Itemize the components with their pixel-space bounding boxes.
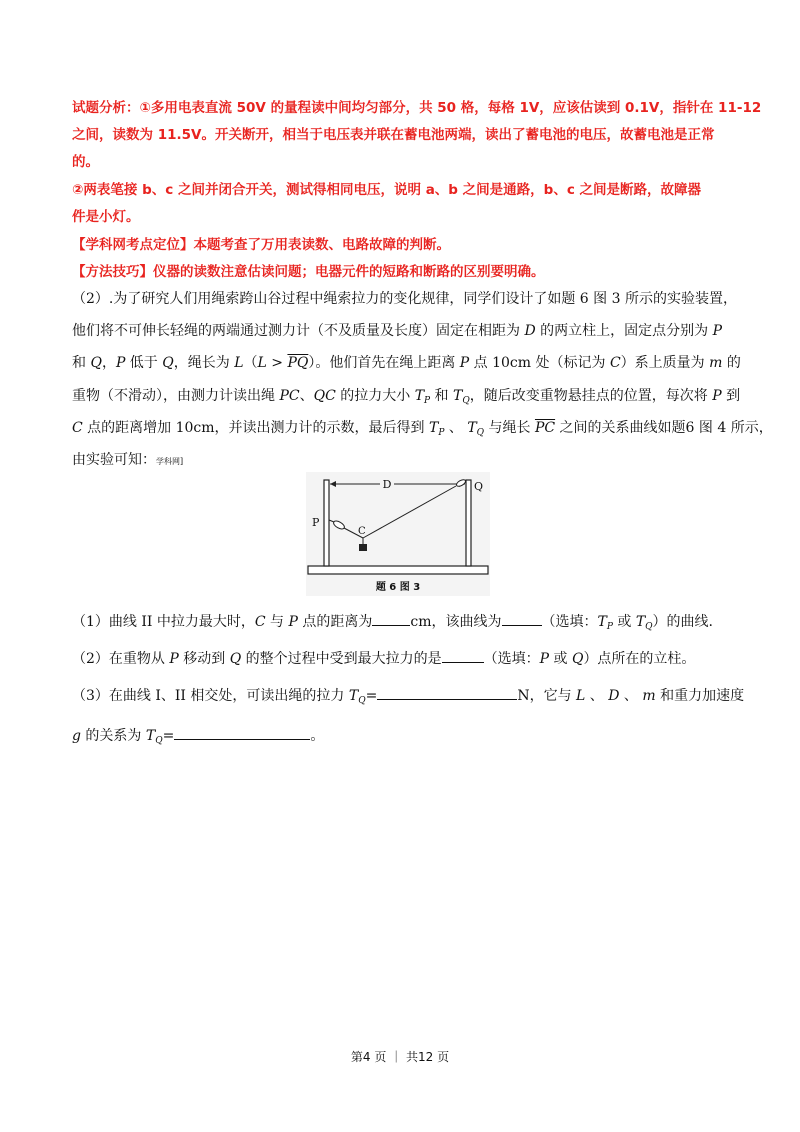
var-qc: QC <box>313 388 336 404</box>
figure-caption: 题 6 图 3 <box>375 582 421 593</box>
var-m: m <box>709 355 723 371</box>
text: （选填： <box>541 614 598 630</box>
analysis-line-3: 的。 <box>72 154 99 170</box>
answer-blank[interactable] <box>377 687 517 700</box>
text: （ <box>243 355 258 371</box>
text: 的关系为 <box>80 728 146 744</box>
base-plank <box>308 566 488 574</box>
var-d: D <box>608 688 620 704</box>
text: cm，该曲线为 <box>410 614 502 630</box>
var-t: T <box>467 420 477 436</box>
text: ）系上质量为 <box>620 355 710 371</box>
question-3-cont <box>72 725 324 746</box>
label-d: D <box>382 478 392 491</box>
text: 的两立柱上，固定点分别为 <box>535 323 713 339</box>
text: （2）在重物从 <box>72 651 170 667</box>
text: （选填： <box>483 651 540 667</box>
problem-line-2 <box>72 320 722 340</box>
var-t: T <box>453 388 463 404</box>
var-t: T <box>348 688 359 704</box>
text: 、 <box>619 688 643 704</box>
var-t: T <box>429 420 439 436</box>
figure-background <box>306 472 490 596</box>
var-pq: $\overline{PQ}$ <box>287 355 309 371</box>
label-p: P <box>312 516 320 529</box>
text: ，绳长为 <box>173 355 235 371</box>
text: > <box>266 355 288 371</box>
var-l: L <box>234 355 244 371</box>
problem-line-4 <box>72 385 740 406</box>
label-c: C <box>358 526 366 537</box>
problem-line-5 <box>72 417 773 438</box>
text: 移动到 <box>178 651 230 667</box>
var-t: T <box>145 728 156 744</box>
text: 到 <box>721 388 741 404</box>
text: ，随后改变重物悬挂点的位置，每次将 <box>469 388 713 404</box>
exam-point: 【学科网考点定位】本题考查了万用表读数、电路故障的判断。 <box>72 237 450 253</box>
var-g: g <box>72 728 81 744</box>
subscript: P <box>438 428 445 438</box>
source-mark: 学科网] <box>156 457 184 466</box>
problem-line-3 <box>72 352 741 372</box>
method-tip: 【方法技巧】仪器的读数注意估读问题；电器元件的短路和断路的区别要明确。 <box>72 264 545 280</box>
text: 、 <box>585 688 609 704</box>
subscript: Q <box>476 428 485 438</box>
analysis-line-5: 件是小灯。 <box>72 209 140 225</box>
text: 或 <box>612 614 636 630</box>
text: 低于 <box>125 355 163 371</box>
text: 的 <box>722 355 741 371</box>
text: 点 10cm 处（标记为 <box>469 355 610 371</box>
var-m: m <box>642 688 656 704</box>
question-1 <box>72 611 713 632</box>
text: 之间的关系曲线如题6 图 4 所示， <box>555 420 773 436</box>
weight-mass <box>359 544 367 551</box>
analysis-line-1: 试题分析：①多用电表直流 50V 的量程读中间均匀部分，共 50 格，每格 1V，应该估读到 0.1V，指针在 11-12 <box>72 100 762 116</box>
var-p: P <box>459 355 470 371</box>
experiment-figure <box>306 472 490 596</box>
text: 点的距离为 <box>297 614 373 630</box>
text: ， <box>101 355 116 371</box>
subscript: Q <box>645 622 653 632</box>
text: 。 <box>310 728 325 744</box>
problem-line-1: （2）.为了研究人们用绳索跨山谷过程中绳索拉力的变化规律，同学们设计了如题 6 图 3 所示的实验装置， <box>72 291 737 307</box>
var-c: C <box>72 420 83 436</box>
answer-blank[interactable] <box>372 613 410 626</box>
text: 、 <box>444 420 468 436</box>
text: = <box>162 728 175 744</box>
text: 和 <box>430 388 454 404</box>
page-number: 第4 页 ｜ 共12 页 <box>350 1050 450 1064</box>
var-p: P <box>712 388 722 404</box>
var-t: T <box>414 388 425 404</box>
question-2 <box>72 648 695 668</box>
text: 他们将不可伸长轻绳的两端通过测力计（不及质量及长度）固定在相距为 <box>72 323 525 339</box>
left-pillar <box>324 480 329 566</box>
text: 与 <box>265 614 289 630</box>
subscript: Q <box>462 396 470 406</box>
text: （1）曲线 II 中拉力最大时， <box>72 614 255 630</box>
var-p: P <box>288 614 298 630</box>
var-p: P <box>712 323 723 339</box>
var-t: T <box>635 614 646 630</box>
var-d: D <box>524 323 536 339</box>
right-pillar <box>466 480 471 566</box>
subscript: P <box>606 622 613 632</box>
subscript: Q <box>155 736 163 746</box>
text: 、 <box>299 388 314 404</box>
answer-blank[interactable] <box>442 650 484 663</box>
text: ）的曲线. <box>652 614 713 630</box>
analysis-line-2: 之间，读数为 11.5V。开关断开，相当于电压表并联在蓄电池两端，读出了蓄电池的电压，故蓄电池是正常 <box>72 127 715 143</box>
text: ）。他们首先在绳上距离 <box>308 355 460 371</box>
var-pc: PC <box>279 388 300 404</box>
subscript: Q <box>358 696 366 706</box>
text: 的整个过程中受到最大拉力的是 <box>241 651 442 667</box>
problem-line-6 <box>72 449 183 469</box>
text: = <box>365 688 378 704</box>
var-c: C <box>254 614 266 630</box>
var-q: Q <box>229 651 242 667</box>
text: 的拉力大小 <box>335 388 415 404</box>
var-p: P <box>115 355 126 371</box>
var-l: L <box>257 355 267 371</box>
subscript: P <box>424 396 431 406</box>
answer-blank[interactable] <box>174 727 310 740</box>
text: 和重力加速度 <box>655 688 745 704</box>
question-3 <box>72 685 744 706</box>
text: ）点所在的立柱。 <box>583 651 696 667</box>
text: （3）在曲线 I、II 相交处，可读出绳的拉力 <box>72 688 349 704</box>
answer-blank[interactable] <box>502 613 542 626</box>
text: 由实验可知： <box>72 452 156 468</box>
var-q: Q <box>90 355 102 371</box>
text: 和 <box>72 355 91 371</box>
text: 或 <box>549 651 572 667</box>
text: 与绳长 <box>484 420 535 436</box>
var-p: P <box>169 651 179 667</box>
text: 重物（不滑动），由测力计读出绳 <box>72 388 280 404</box>
var-l: L <box>576 688 586 704</box>
var-t: T <box>597 614 607 630</box>
text: 点的距离增加 10cm，并读出测力计的示数，最后得到 <box>82 420 429 436</box>
var-q: Q <box>571 651 584 667</box>
var-pc: $\overline{PC}$ <box>534 420 556 436</box>
analysis-line-4: ②两表笔接 b、c 之间并闭合开关，测试得相同电压，说明 a、b 之间是通路，b、c 之间是断路，故障器 <box>72 182 702 198</box>
text: N，它与 <box>517 688 577 704</box>
var-p: P <box>539 651 550 667</box>
var-q: Q <box>162 355 174 371</box>
label-q: Q <box>474 480 484 493</box>
var-c: C <box>609 355 621 371</box>
